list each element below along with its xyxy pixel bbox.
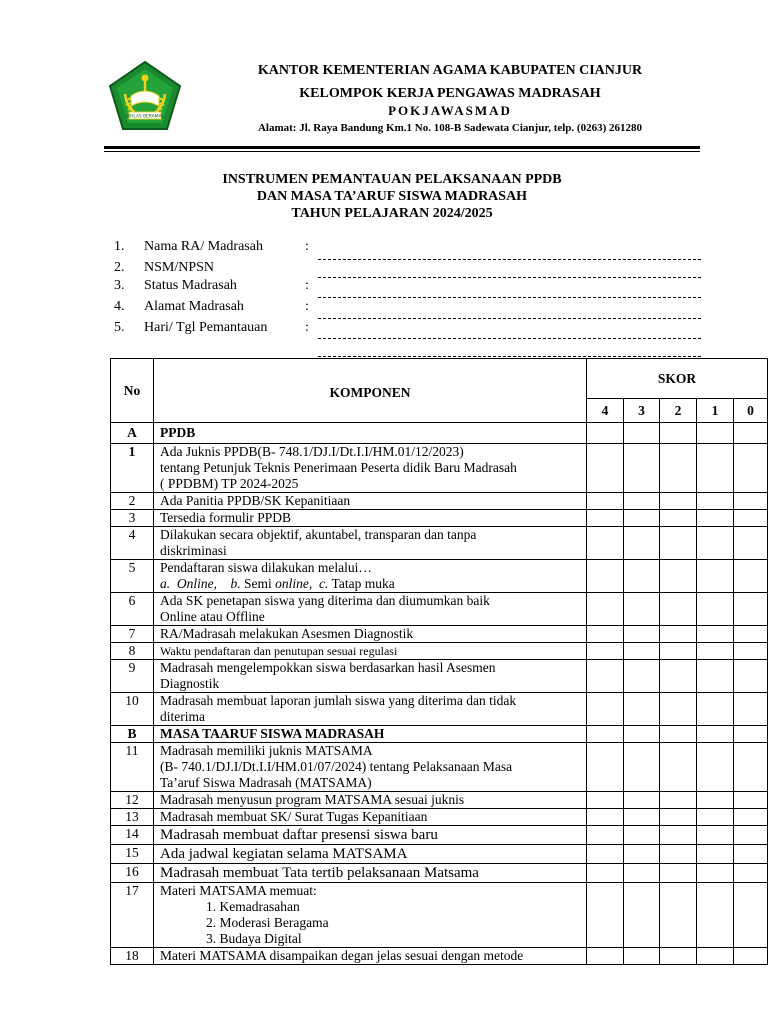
score-cell[interactable]	[697, 809, 734, 826]
score-cell[interactable]	[587, 423, 624, 444]
score-cell[interactable]	[624, 510, 660, 527]
score-cell[interactable]	[697, 792, 734, 809]
materi-list	[160, 899, 580, 947]
score-cell[interactable]	[660, 792, 697, 809]
score-cell[interactable]	[697, 693, 734, 726]
score-cell[interactable]	[697, 493, 734, 510]
fill-line[interactable]	[318, 338, 701, 339]
score-cell[interactable]	[734, 883, 768, 948]
score-cell[interactable]	[660, 444, 697, 493]
section-row: B MASA TAARUF SISWA MADRASAH	[111, 726, 768, 743]
table-row: 1 Ada Juknis PPDB(B- 748.1/DJ.I/Dt.I.I/HM.01/12/2023) tentang Petunjuk Teknis Penerimaan Peserta didik Baru Madrasah ( PPDBM) TP 2024-2025	[111, 444, 768, 493]
score-cell[interactable]	[624, 845, 660, 864]
score-cell[interactable]	[697, 883, 734, 948]
score-cell[interactable]	[660, 883, 697, 948]
score-cell[interactable]	[624, 809, 660, 826]
score-cell[interactable]	[624, 726, 660, 743]
score-cell[interactable]	[697, 726, 734, 743]
score-cell[interactable]	[697, 626, 734, 643]
score-cell[interactable]	[624, 493, 660, 510]
score-cell[interactable]	[660, 845, 697, 864]
score-cell[interactable]	[660, 693, 697, 726]
score-3: 3	[624, 399, 660, 423]
fill-line[interactable]	[318, 318, 701, 319]
score-cell[interactable]	[697, 826, 734, 845]
score-cell[interactable]	[734, 845, 768, 864]
score-cell[interactable]	[587, 527, 624, 560]
score-cell[interactable]	[734, 444, 768, 493]
table-row: 7 RA/Madrasah melakukan Asesmen Diagnostik	[111, 626, 768, 643]
fill-line[interactable]	[318, 259, 701, 260]
score-cell[interactable]	[624, 527, 660, 560]
score-cell[interactable]	[660, 826, 697, 845]
score-cell[interactable]	[734, 864, 768, 883]
score-cell[interactable]	[697, 643, 734, 660]
score-cell[interactable]	[734, 660, 768, 693]
kemenag-logo	[107, 60, 183, 132]
score-2: 2	[660, 399, 697, 423]
score-cell[interactable]	[734, 560, 768, 593]
score-cell[interactable]	[660, 726, 697, 743]
header-no: No	[111, 359, 154, 423]
table-row: 10 Madrasah membuat laporan jumlah siswa yang diterima dan tidak diterima	[111, 693, 768, 726]
letterhead-rule-thick	[104, 146, 700, 149]
score-cell[interactable]	[587, 560, 624, 593]
score-cell[interactable]	[587, 792, 624, 809]
table-row: 11 Madrasah memiliki juknis MATSAMA (B- 740.1/DJ.I/Dt.I.I/HM.01/07/2024) tentang Pelaksanaan Masa Ta’aruf Siswa Madrasah (MATSAMA)	[111, 743, 768, 792]
score-cell[interactable]	[624, 883, 660, 948]
score-cell[interactable]	[697, 660, 734, 693]
document-title: INSTRUMEN PEMANTAUAN PELAKSANAAN PPDB DAN MASA TA’ARUF SISWA MADRASAH TAHUN PELAJARAN 2024/2025	[222, 172, 562, 221]
table-header-row	[111, 359, 768, 399]
table-row: 18 Materi MATSAMA disampaikan degan jelas sesuai dengan metode	[111, 948, 768, 965]
score-cell[interactable]	[660, 527, 697, 560]
score-cell[interactable]	[624, 743, 660, 792]
score-cell[interactable]	[697, 510, 734, 527]
score-cell[interactable]	[624, 643, 660, 660]
score-cell[interactable]	[624, 626, 660, 643]
score-cell[interactable]	[660, 743, 697, 792]
section-row: A PPDB	[111, 423, 768, 444]
score-cell[interactable]	[660, 948, 697, 965]
score-4: 4	[587, 399, 624, 423]
score-cell[interactable]	[697, 423, 734, 444]
fill-line[interactable]	[318, 297, 701, 298]
score-cell[interactable]	[697, 948, 734, 965]
score-cell[interactable]	[624, 948, 660, 965]
score-cell[interactable]	[587, 643, 624, 660]
score-cell[interactable]	[587, 743, 624, 792]
score-cell[interactable]	[660, 643, 697, 660]
score-cell[interactable]	[660, 493, 697, 510]
score-cell[interactable]	[587, 593, 624, 626]
table-row: 9 Madrasah mengelempokkan siswa berdasarkan hasil Asesmen Diagnostik	[111, 660, 768, 693]
score-cell[interactable]	[587, 493, 624, 510]
score-cell[interactable]	[624, 660, 660, 693]
group-abbrev: POKJAWASMAD	[388, 103, 512, 118]
score-cell[interactable]	[660, 510, 697, 527]
score-cell[interactable]	[734, 493, 768, 510]
table-row: 13 Madrasah membuat SK/ Surat Tugas Kepanitiaan	[111, 809, 768, 826]
score-cell[interactable]	[660, 423, 697, 444]
office-address: Alamat: Jl. Raya Bandung Km.1 No. 108-B Sadewata Cianjur, telp. (0263) 261280	[257, 122, 642, 134]
score-cell[interactable]	[660, 864, 697, 883]
score-cell[interactable]	[697, 743, 734, 792]
table-row: 2 Ada Panitia PPDB/SK Kepanitiaan	[111, 493, 768, 510]
score-cell[interactable]	[734, 593, 768, 626]
score-cell[interactable]	[734, 527, 768, 560]
group-name: KELOMPOK KERJA PENGAWAS MADRASAH	[299, 86, 601, 101]
score-cell[interactable]	[587, 510, 624, 527]
score-cell[interactable]	[587, 864, 624, 883]
score-cell[interactable]	[734, 743, 768, 792]
letterhead-rule-thin	[104, 151, 700, 152]
score-cell[interactable]	[734, 792, 768, 809]
letterhead	[196, 62, 704, 136]
score-cell[interactable]	[624, 593, 660, 626]
score-cell[interactable]	[697, 593, 734, 626]
score-cell[interactable]	[697, 864, 734, 883]
score-cell[interactable]	[697, 444, 734, 493]
score-cell[interactable]	[587, 626, 624, 643]
score-cell[interactable]	[624, 693, 660, 726]
list-item: 1. Kemadrasahan	[206, 899, 300, 914]
score-cell[interactable]	[587, 693, 624, 726]
score-cell[interactable]	[734, 510, 768, 527]
score-cell[interactable]	[660, 809, 697, 826]
office-name: KANTOR KEMENTERIAN AGAMA KABUPATEN CIANJUR	[257, 63, 643, 78]
score-cell[interactable]	[734, 626, 768, 643]
table-row: 12 Madrasah menyusun program MATSAMA sesuai juknis	[111, 792, 768, 809]
score-cell[interactable]	[587, 444, 624, 493]
score-cell[interactable]	[660, 593, 697, 626]
score-cell[interactable]	[660, 560, 697, 593]
list-item: 3. Budaya Digital	[206, 931, 302, 946]
table-row: 3 Tersedia formulir PPDB	[111, 510, 768, 527]
table-row: 8 Waktu pendaftaran dan penutupan sesuai regulasi	[111, 643, 768, 660]
score-cell[interactable]	[587, 948, 624, 965]
score-cell[interactable]	[624, 826, 660, 845]
svg-text:IKHLAS BERAMAL: IKHLAS BERAMAL	[125, 114, 165, 120]
score-cell[interactable]	[697, 527, 734, 560]
table-row: 14 Madrasah membuat daftar presensi siswa baru	[111, 826, 768, 845]
table-row: 16 Madrasah membuat Tata tertib pelaksanaan Matsama	[111, 864, 768, 883]
score-cell[interactable]	[624, 560, 660, 593]
score-cell[interactable]	[624, 423, 660, 444]
score-cell[interactable]	[624, 792, 660, 809]
list-item: 2. Moderasi Beragama	[206, 915, 329, 930]
score-cell[interactable]	[734, 826, 768, 845]
table-row: 6 Ada SK penetapan siswa yang diterima dan diumumkan baik Online atau Offline	[111, 593, 768, 626]
score-cell[interactable]	[587, 883, 624, 948]
score-cell[interactable]	[734, 809, 768, 826]
score-0: 0	[734, 399, 768, 423]
score-cell[interactable]	[734, 693, 768, 726]
score-cell[interactable]	[660, 660, 697, 693]
table-row: 5 Pendaftaran siswa dilakukan melalui… a. Online, b. Semi online, c. Tatap muka	[111, 560, 768, 593]
fill-line[interactable]	[318, 277, 701, 278]
score-cell[interactable]	[587, 826, 624, 845]
table-row: 15 Ada jadwal kegiatan selama MATSAMA	[111, 845, 768, 864]
score-cell[interactable]	[624, 864, 660, 883]
score-cell[interactable]	[587, 660, 624, 693]
monitoring-table	[110, 358, 768, 965]
score-cell[interactable]	[734, 643, 768, 660]
score-cell[interactable]	[697, 845, 734, 864]
score-cell[interactable]	[734, 726, 768, 743]
score-cell[interactable]	[734, 423, 768, 444]
score-cell[interactable]	[660, 626, 697, 643]
score-cell[interactable]	[734, 948, 768, 965]
header-skor: SKOR	[587, 359, 768, 399]
table-row: 17 Materi MATSAMA memuat: 1. Kemadrasahan 2. Moderasi Beragama 3. Budaya Digital	[111, 883, 768, 948]
score-1: 1	[697, 399, 734, 423]
score-cell[interactable]	[587, 845, 624, 864]
fill-line[interactable]	[318, 356, 701, 357]
score-cell[interactable]	[697, 560, 734, 593]
table-row: 4 Dilakukan secara objektif, akuntabel, transparan dan tanpa diskriminasi	[111, 527, 768, 560]
score-cell[interactable]	[587, 726, 624, 743]
score-cell[interactable]	[624, 444, 660, 493]
header-komponen: KOMPONEN	[154, 359, 587, 423]
score-cell[interactable]	[587, 809, 624, 826]
